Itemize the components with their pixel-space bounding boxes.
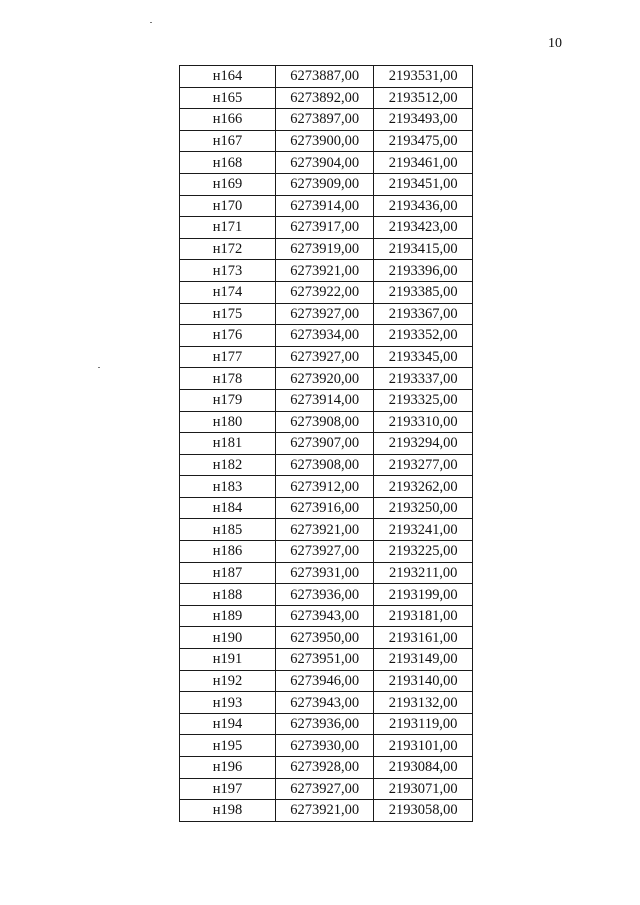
point-id-cell: н189 xyxy=(180,605,276,627)
y-coordinate-cell: 2193250,00 xyxy=(374,497,473,519)
table-row xyxy=(180,152,473,174)
x-coordinate-cell: 6273928,00 xyxy=(275,757,374,779)
x-coordinate-cell: 6273936,00 xyxy=(275,713,374,735)
x-coordinate-cell: 6273917,00 xyxy=(275,217,374,239)
x-coordinate-cell: 6273946,00 xyxy=(275,670,374,692)
y-coordinate-cell: 2193199,00 xyxy=(374,584,473,606)
table-row xyxy=(180,454,473,476)
table-row xyxy=(180,87,473,109)
x-coordinate-cell: 6273921,00 xyxy=(275,519,374,541)
table-row xyxy=(180,325,473,347)
x-coordinate-cell: 6273900,00 xyxy=(275,130,374,152)
table-row xyxy=(180,692,473,714)
y-coordinate-cell: 2193451,00 xyxy=(374,173,473,195)
x-coordinate-cell: 6273892,00 xyxy=(275,87,374,109)
point-id-cell: н191 xyxy=(180,649,276,671)
point-id-cell: н178 xyxy=(180,368,276,390)
y-coordinate-cell: 2193493,00 xyxy=(374,109,473,131)
x-coordinate-cell: 6273921,00 xyxy=(275,800,374,822)
y-coordinate-cell: 2193396,00 xyxy=(374,260,473,282)
y-coordinate-cell: 2193531,00 xyxy=(374,66,473,88)
table-row xyxy=(180,605,473,627)
point-id-cell: н196 xyxy=(180,757,276,779)
table-row xyxy=(180,562,473,584)
point-id-cell: н190 xyxy=(180,627,276,649)
table-row xyxy=(180,238,473,260)
y-coordinate-cell: 2193181,00 xyxy=(374,605,473,627)
table-row xyxy=(180,433,473,455)
point-id-cell: н198 xyxy=(180,800,276,822)
table-row xyxy=(180,303,473,325)
y-coordinate-cell: 2193345,00 xyxy=(374,346,473,368)
point-id-cell: н175 xyxy=(180,303,276,325)
y-coordinate-cell: 2193423,00 xyxy=(374,217,473,239)
coordinates-table-body xyxy=(180,66,473,822)
table-row xyxy=(180,800,473,822)
x-coordinate-cell: 6273921,00 xyxy=(275,260,374,282)
table-row xyxy=(180,713,473,735)
point-id-cell: н192 xyxy=(180,670,276,692)
y-coordinate-cell: 2193385,00 xyxy=(374,281,473,303)
table-row xyxy=(180,541,473,563)
point-id-cell: н197 xyxy=(180,778,276,800)
table-row xyxy=(180,368,473,390)
x-coordinate-cell: 6273927,00 xyxy=(275,303,374,325)
y-coordinate-cell: 2193310,00 xyxy=(374,411,473,433)
page-number: 10 xyxy=(548,36,562,51)
x-coordinate-cell: 6273943,00 xyxy=(275,605,374,627)
x-coordinate-cell: 6273914,00 xyxy=(275,195,374,217)
y-coordinate-cell: 2193225,00 xyxy=(374,541,473,563)
table-row xyxy=(180,411,473,433)
y-coordinate-cell: 2193132,00 xyxy=(374,692,473,714)
point-id-cell: н193 xyxy=(180,692,276,714)
point-id-cell: н165 xyxy=(180,87,276,109)
y-coordinate-cell: 2193161,00 xyxy=(374,627,473,649)
table-row xyxy=(180,735,473,757)
point-id-cell: н188 xyxy=(180,584,276,606)
table-row xyxy=(180,109,473,131)
x-coordinate-cell: 6273927,00 xyxy=(275,346,374,368)
point-id-cell: н173 xyxy=(180,260,276,282)
y-coordinate-cell: 2193149,00 xyxy=(374,649,473,671)
point-id-cell: н195 xyxy=(180,735,276,757)
table-row xyxy=(180,130,473,152)
y-coordinate-cell: 2193294,00 xyxy=(374,433,473,455)
table-row xyxy=(180,778,473,800)
x-coordinate-cell: 6273951,00 xyxy=(275,649,374,671)
x-coordinate-cell: 6273927,00 xyxy=(275,778,374,800)
point-id-cell: н170 xyxy=(180,195,276,217)
y-coordinate-cell: 2193325,00 xyxy=(374,389,473,411)
table-row xyxy=(180,757,473,779)
y-coordinate-cell: 2193461,00 xyxy=(374,152,473,174)
y-coordinate-cell: 2193436,00 xyxy=(374,195,473,217)
point-id-cell: н166 xyxy=(180,109,276,131)
y-coordinate-cell: 2193119,00 xyxy=(374,713,473,735)
point-id-cell: н168 xyxy=(180,152,276,174)
table-row xyxy=(180,281,473,303)
table-row xyxy=(180,476,473,498)
y-coordinate-cell: 2193211,00 xyxy=(374,562,473,584)
x-coordinate-cell: 6273887,00 xyxy=(275,66,374,88)
y-coordinate-cell: 2193101,00 xyxy=(374,735,473,757)
point-id-cell: н185 xyxy=(180,519,276,541)
y-coordinate-cell: 2193058,00 xyxy=(374,800,473,822)
y-coordinate-cell: 2193415,00 xyxy=(374,238,473,260)
x-coordinate-cell: 6273931,00 xyxy=(275,562,374,584)
point-id-cell: н176 xyxy=(180,325,276,347)
point-id-cell: н172 xyxy=(180,238,276,260)
point-id-cell: н167 xyxy=(180,130,276,152)
table-row xyxy=(180,260,473,282)
table-row xyxy=(180,346,473,368)
y-coordinate-cell: 2193512,00 xyxy=(374,87,473,109)
y-coordinate-cell: 2193071,00 xyxy=(374,778,473,800)
y-coordinate-cell: 2193262,00 xyxy=(374,476,473,498)
x-coordinate-cell: 6273922,00 xyxy=(275,281,374,303)
x-coordinate-cell: 6273908,00 xyxy=(275,411,374,433)
table-row xyxy=(180,173,473,195)
table-row xyxy=(180,66,473,88)
y-coordinate-cell: 2193241,00 xyxy=(374,519,473,541)
point-id-cell: н194 xyxy=(180,713,276,735)
table-row xyxy=(180,497,473,519)
point-id-cell: н174 xyxy=(180,281,276,303)
point-id-cell: н169 xyxy=(180,173,276,195)
table-row xyxy=(180,519,473,541)
x-coordinate-cell: 6273907,00 xyxy=(275,433,374,455)
point-id-cell: н183 xyxy=(180,476,276,498)
table-row xyxy=(180,195,473,217)
y-coordinate-cell: 2193084,00 xyxy=(374,757,473,779)
x-coordinate-cell: 6273904,00 xyxy=(275,152,374,174)
point-id-cell: н171 xyxy=(180,217,276,239)
table-row xyxy=(180,670,473,692)
point-id-cell: н187 xyxy=(180,562,276,584)
y-coordinate-cell: 2193277,00 xyxy=(374,454,473,476)
scan-speck xyxy=(150,22,152,23)
point-id-cell: н186 xyxy=(180,541,276,563)
x-coordinate-cell: 6273950,00 xyxy=(275,627,374,649)
x-coordinate-cell: 6273914,00 xyxy=(275,389,374,411)
point-id-cell: н181 xyxy=(180,433,276,455)
point-id-cell: н182 xyxy=(180,454,276,476)
x-coordinate-cell: 6273920,00 xyxy=(275,368,374,390)
x-coordinate-cell: 6273909,00 xyxy=(275,173,374,195)
y-coordinate-cell: 2193140,00 xyxy=(374,670,473,692)
x-coordinate-cell: 6273919,00 xyxy=(275,238,374,260)
x-coordinate-cell: 6273936,00 xyxy=(275,584,374,606)
table-row xyxy=(180,584,473,606)
point-id-cell: н177 xyxy=(180,346,276,368)
y-coordinate-cell: 2193367,00 xyxy=(374,303,473,325)
x-coordinate-cell: 6273930,00 xyxy=(275,735,374,757)
table-row xyxy=(180,389,473,411)
x-coordinate-cell: 6273908,00 xyxy=(275,454,374,476)
x-coordinate-cell: 6273897,00 xyxy=(275,109,374,131)
point-id-cell: н180 xyxy=(180,411,276,433)
y-coordinate-cell: 2193337,00 xyxy=(374,368,473,390)
x-coordinate-cell: 6273916,00 xyxy=(275,497,374,519)
table-row xyxy=(180,627,473,649)
table-row xyxy=(180,217,473,239)
x-coordinate-cell: 6273934,00 xyxy=(275,325,374,347)
x-coordinate-cell: 6273943,00 xyxy=(275,692,374,714)
scan-speck xyxy=(98,367,100,368)
point-id-cell: н184 xyxy=(180,497,276,519)
x-coordinate-cell: 6273927,00 xyxy=(275,541,374,563)
coordinates-table xyxy=(179,65,473,822)
table-row xyxy=(180,649,473,671)
point-id-cell: н164 xyxy=(180,66,276,88)
point-id-cell: н179 xyxy=(180,389,276,411)
x-coordinate-cell: 6273912,00 xyxy=(275,476,374,498)
y-coordinate-cell: 2193352,00 xyxy=(374,325,473,347)
y-coordinate-cell: 2193475,00 xyxy=(374,130,473,152)
